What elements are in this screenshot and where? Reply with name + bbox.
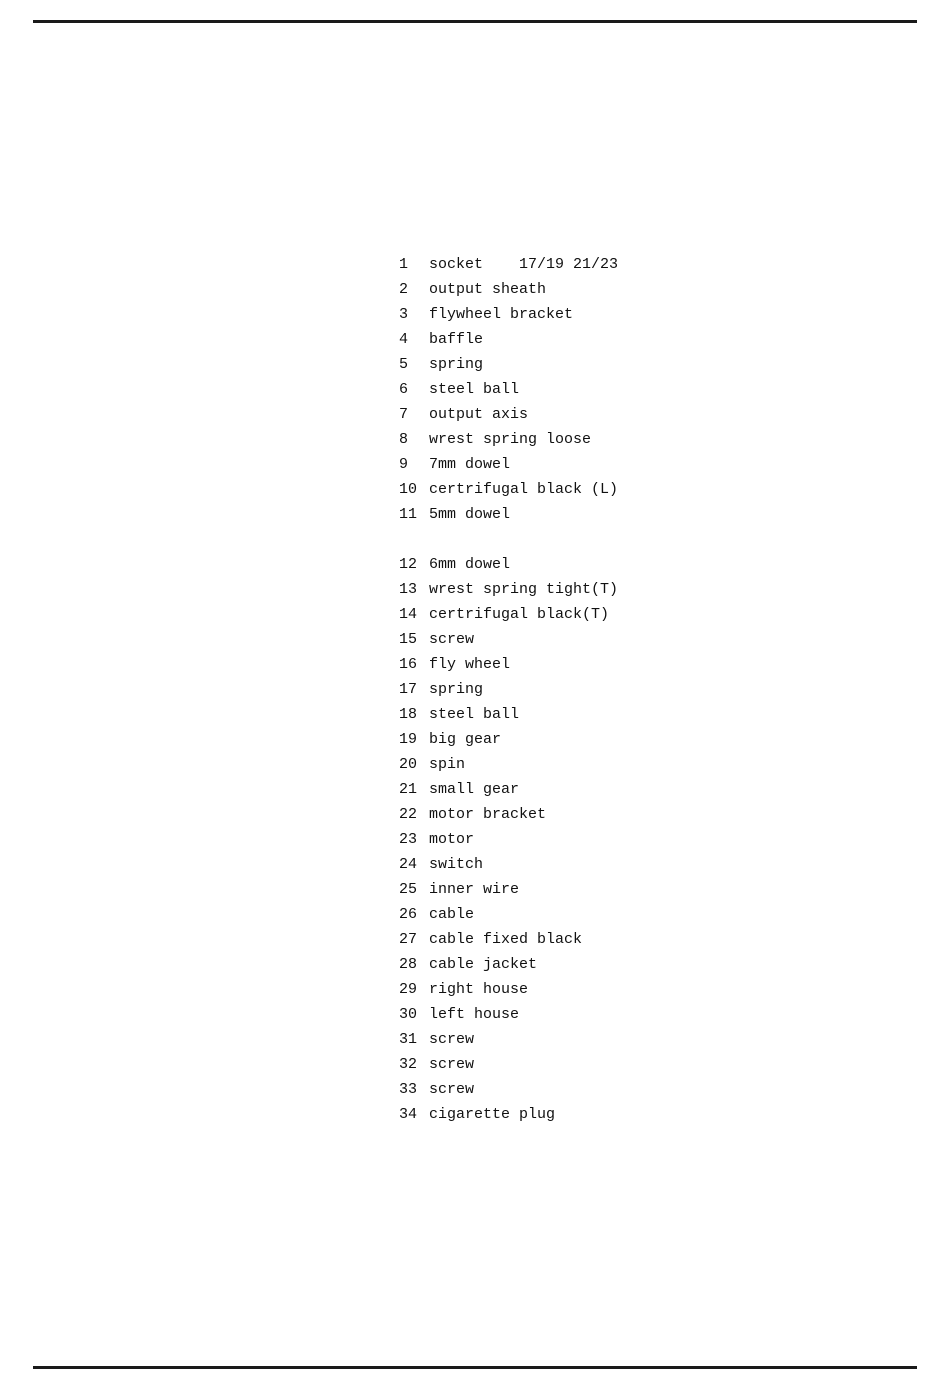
part-row xyxy=(399,927,618,952)
part-row xyxy=(399,552,618,577)
part-number: 4 xyxy=(399,331,409,348)
part-row xyxy=(399,827,618,852)
part-row xyxy=(399,327,618,352)
part-number: 8 xyxy=(399,431,409,448)
part-row xyxy=(399,502,618,527)
part-number: 12 xyxy=(399,556,418,573)
parts-list xyxy=(399,252,618,1127)
part-name: big gear xyxy=(429,731,502,748)
part-number: 15 xyxy=(399,631,418,648)
part-number: 3 xyxy=(399,306,409,323)
part-row xyxy=(399,1002,618,1027)
part-name: fly wheel xyxy=(429,656,511,673)
part-name: screw xyxy=(429,1056,475,1073)
part-row xyxy=(399,352,618,377)
part-name: right house xyxy=(429,981,529,998)
part-row xyxy=(399,902,618,927)
part-name: spin xyxy=(429,756,466,773)
part-name: output sheath xyxy=(429,281,547,298)
part-number: 26 xyxy=(399,906,418,923)
part-row xyxy=(399,652,618,677)
part-name: 6mm dowel xyxy=(429,556,511,573)
part-name: steel ball xyxy=(429,706,520,723)
part-name: cigarette plug xyxy=(429,1106,556,1123)
part-name: certrifugal black (L) xyxy=(429,481,619,498)
part-row xyxy=(399,752,618,777)
part-number: 30 xyxy=(399,1006,418,1023)
part-name: wrest spring tight(T) xyxy=(429,581,619,598)
part-row xyxy=(399,252,618,277)
part-row xyxy=(399,977,618,1002)
part-row xyxy=(399,702,618,727)
part-row xyxy=(399,1102,618,1127)
part-row xyxy=(399,952,618,977)
part-number: 33 xyxy=(399,1081,418,1098)
part-name: spring xyxy=(429,681,484,698)
part-row xyxy=(399,477,618,502)
part-name: baffle xyxy=(429,331,484,348)
part-row xyxy=(399,377,618,402)
part-number: 20 xyxy=(399,756,418,773)
part-name: cable fixed black xyxy=(429,931,583,948)
part-name: steel ball xyxy=(429,381,520,398)
part-number: 32 xyxy=(399,1056,418,1073)
part-name: motor bracket xyxy=(429,806,547,823)
part-number: 14 xyxy=(399,606,418,623)
part-row xyxy=(399,677,618,702)
part-row xyxy=(399,1027,618,1052)
part-number: 29 xyxy=(399,981,418,998)
part-name: cable xyxy=(429,906,475,923)
part-number: 9 xyxy=(399,456,409,473)
part-number: 11 xyxy=(399,506,418,523)
part-name: cable jacket xyxy=(429,956,538,973)
part-name: 5mm dowel xyxy=(429,506,511,523)
part-name: small gear xyxy=(429,781,520,798)
part-number: 16 xyxy=(399,656,418,673)
part-row xyxy=(399,302,618,327)
part-name: inner wire xyxy=(429,881,520,898)
part-number: 2 xyxy=(399,281,409,298)
part-number: 1 xyxy=(399,256,409,273)
part-row xyxy=(399,402,618,427)
part-row xyxy=(399,627,618,652)
part-number: 25 xyxy=(399,881,418,898)
part-name: screw xyxy=(429,631,475,648)
part-row xyxy=(399,877,618,902)
part-number: 6 xyxy=(399,381,409,398)
part-name: flywheel bracket xyxy=(429,306,574,323)
part-row xyxy=(399,602,618,627)
part-row xyxy=(399,1077,618,1102)
part-name: motor xyxy=(429,831,475,848)
part-row xyxy=(399,727,618,752)
part-row xyxy=(399,452,618,477)
part-name: socket 17/19 21/23 xyxy=(429,256,619,273)
part-row xyxy=(399,802,618,827)
part-number: 10 xyxy=(399,481,418,498)
part-name: screw xyxy=(429,1031,475,1048)
top-rule xyxy=(33,20,917,23)
part-number: 27 xyxy=(399,931,418,948)
part-name: wrest spring loose xyxy=(429,431,592,448)
part-name: screw xyxy=(429,1081,475,1098)
part-number: 13 xyxy=(399,581,418,598)
part-row xyxy=(399,427,618,452)
part-number: 22 xyxy=(399,806,418,823)
bottom-rule xyxy=(33,1366,917,1369)
part-name: certrifugal black(T) xyxy=(429,606,610,623)
part-number: 7 xyxy=(399,406,409,423)
part-number: 17 xyxy=(399,681,418,698)
part-name: left house xyxy=(429,1006,520,1023)
part-row xyxy=(399,852,618,877)
part-number: 5 xyxy=(399,356,409,373)
part-name: output axis xyxy=(429,406,529,423)
part-number: 34 xyxy=(399,1106,418,1123)
part-row xyxy=(399,1052,618,1077)
part-name: 7mm dowel xyxy=(429,456,511,473)
part-row xyxy=(399,777,618,802)
part-number: 28 xyxy=(399,956,418,973)
part-number: 21 xyxy=(399,781,418,798)
part-name: spring xyxy=(429,356,484,373)
part-name: switch xyxy=(429,856,484,873)
part-number: 23 xyxy=(399,831,418,848)
part-row xyxy=(399,277,618,302)
part-number: 24 xyxy=(399,856,418,873)
part-number: 31 xyxy=(399,1031,418,1048)
part-number: 19 xyxy=(399,731,418,748)
part-row xyxy=(399,577,618,602)
part-number: 18 xyxy=(399,706,418,723)
